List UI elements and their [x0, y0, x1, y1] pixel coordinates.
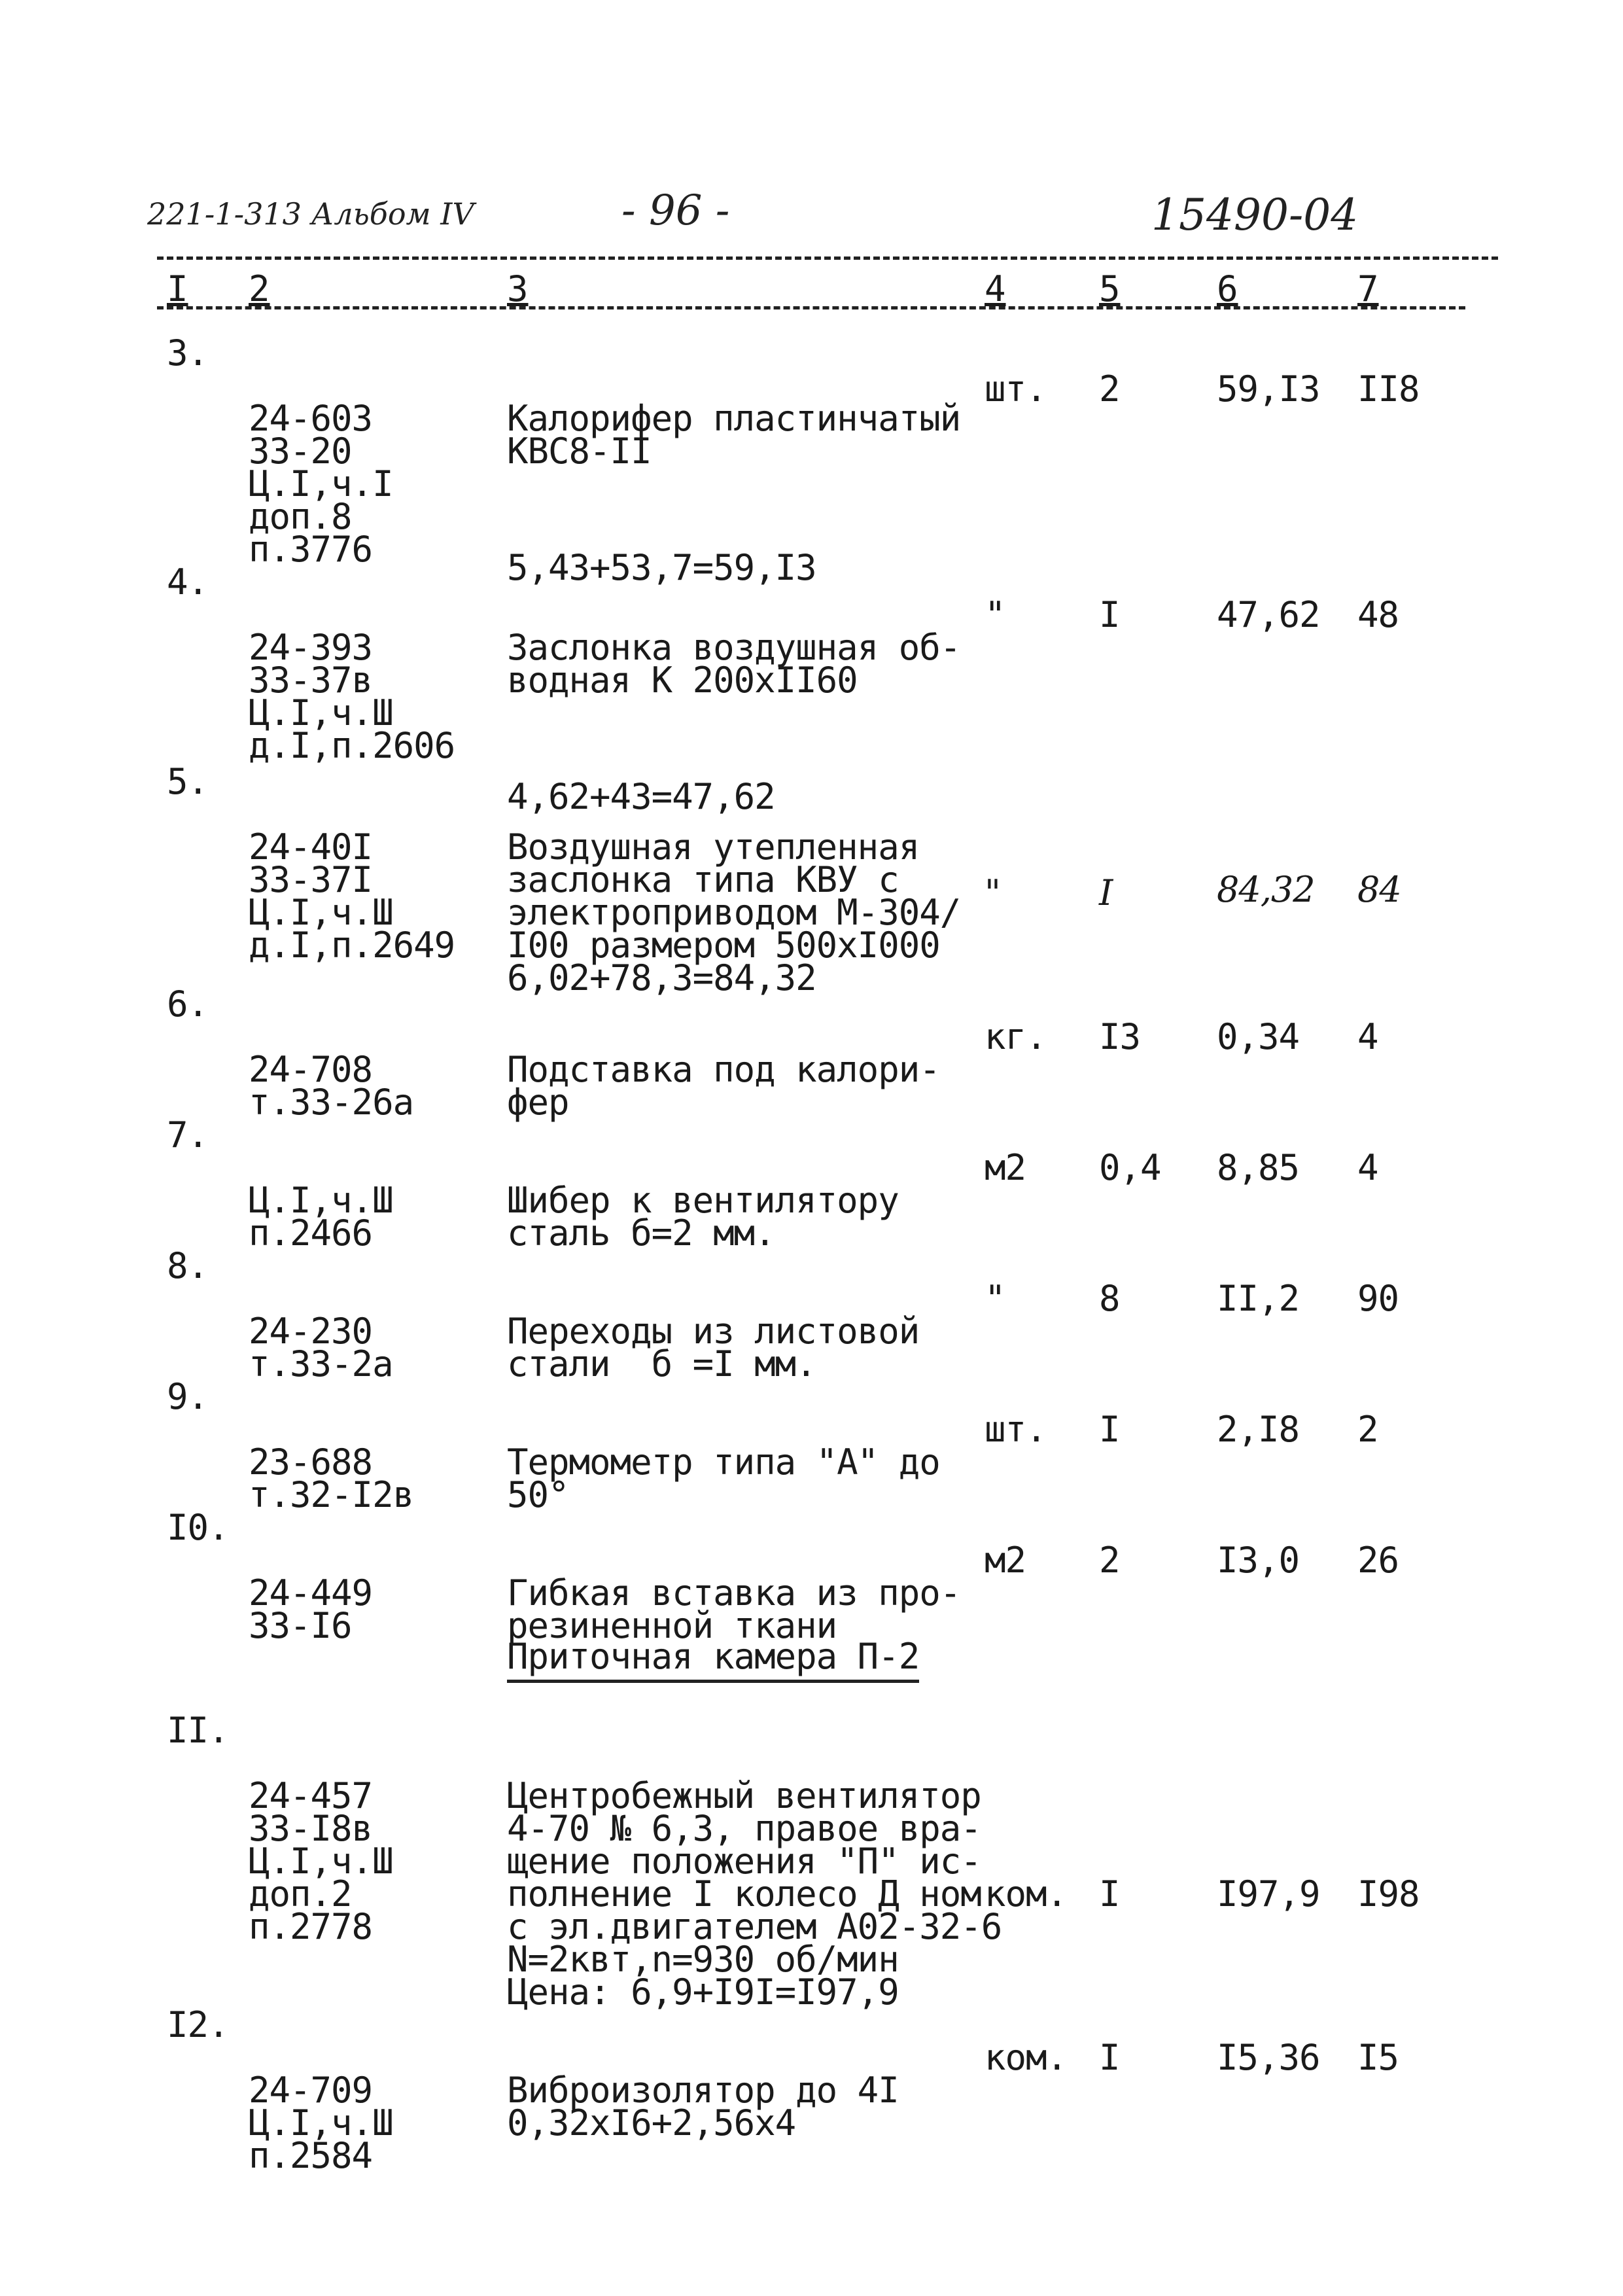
row-description: Подставка под калори- фер	[507, 1049, 940, 1123]
row-codes: 23-688 т.32-I2в	[249, 1441, 414, 1515]
row-description: Гибкая вставка из про- резиненной ткани	[507, 1572, 961, 1646]
row-description: Воздушная утепленная заслонка типа КВУ с электроприводом М-304/ I00 размером 500хI000 6,02+78,3=84,32	[507, 826, 961, 998]
row-number: 7.	[167, 1114, 209, 1156]
header-divider	[157, 256, 1498, 260]
row-codes: 24-449 33-I6	[249, 1572, 373, 1646]
row-quantity: I	[1099, 1409, 1120, 1450]
row-total: 48	[1357, 594, 1399, 635]
row-total: 26	[1357, 1540, 1399, 1581]
column-header-2: 2	[249, 268, 270, 309]
row-price: 2,I8	[1217, 1409, 1300, 1450]
row-description: Центробежный вентилятор 4-70 № 6,3, правое вра- щение положения "П" ис- полнение I колесо Д ном с эл.двигателем А02-32-6 N=2квт,n=930 об/мин Цена: 6,9+I9I=I97,9	[507, 1775, 1002, 2013]
row-codes: 24-708 т.33-26а	[249, 1049, 414, 1123]
row-total: 84	[1357, 869, 1401, 910]
row-price: 0,34	[1217, 1016, 1300, 1057]
row-quantity: 0,4	[1099, 1147, 1161, 1188]
row-codes: Ц.I,ч.Ш п.2466	[249, 1180, 393, 1254]
row-total: II8	[1357, 368, 1420, 410]
column-header-3: 3	[507, 268, 529, 309]
row-unit: м2	[985, 1540, 1026, 1581]
column-header-5: 5	[1099, 268, 1121, 309]
row-unit: ком.	[985, 2037, 1068, 2078]
row-total: 2	[1357, 1409, 1378, 1450]
row-price: I5,36	[1217, 2037, 1320, 2078]
column-header-4: 4	[985, 268, 1006, 309]
row-unit: шт.	[985, 368, 1047, 410]
row-total: 4	[1357, 1147, 1378, 1188]
page-number: - 96 -	[621, 186, 730, 235]
row-codes: 24-40I 33-37I Ц.I,ч.Ш д.I,п.2649	[249, 826, 455, 966]
row-description: Термометр типа "А" до 50°	[507, 1441, 940, 1515]
row-description: Заслонка воздушная об- водная К 200хII60 4,62+43=47,62	[507, 627, 961, 817]
row-price: 47,62	[1217, 594, 1320, 635]
row-quantity: I3	[1099, 1016, 1141, 1057]
row-unit: "	[985, 872, 1000, 913]
row-price: 84,32	[1217, 869, 1315, 910]
row-codes: 24-393 33-37в Ц.I,ч.Ш д.I,п.2606	[249, 627, 455, 766]
row-total: 4	[1357, 1016, 1378, 1057]
row-unit: кг.	[985, 1016, 1047, 1057]
row-unit: м2	[985, 1147, 1026, 1188]
column-header-7: 7	[1357, 268, 1379, 309]
row-description: Виброизолятор до 4I 0,32хI6+2,56х4	[507, 2070, 899, 2144]
row-total: I98	[1357, 1873, 1420, 1915]
row-number: II.	[167, 1710, 229, 1751]
row-number: 4.	[167, 561, 209, 603]
row-number: 6.	[167, 983, 209, 1025]
row-unit: ком.	[985, 1873, 1068, 1915]
row-unit: шт.	[985, 1409, 1047, 1450]
row-quantity: I	[1099, 594, 1120, 635]
row-codes: 24-709 Ц.I,ч.Ш п.2584	[249, 2070, 393, 2176]
row-price: 59,I3	[1217, 368, 1320, 410]
section-title: Приточная камера П-2	[507, 1636, 919, 1683]
row-number: 3.	[167, 332, 209, 374]
row-description: Калорифер пластинчатый КВС8-II 5,43+53,7=59,I3	[507, 398, 961, 588]
column-header-divider	[157, 306, 1465, 309]
row-price: I97,9	[1217, 1873, 1320, 1915]
row-number: 9.	[167, 1376, 209, 1417]
row-price: II,2	[1217, 1278, 1300, 1319]
row-number: I0.	[167, 1507, 229, 1548]
row-number: 5.	[167, 761, 209, 802]
reference-number: 15490-04	[1151, 190, 1359, 240]
column-header-6: 6	[1217, 268, 1238, 309]
column-header-1: I	[167, 268, 188, 309]
row-price: 8,85	[1217, 1147, 1300, 1188]
row-unit: "	[985, 594, 1005, 635]
row-quantity: 2	[1099, 368, 1120, 410]
row-quantity: I	[1099, 872, 1113, 913]
row-quantity: 8	[1099, 1278, 1120, 1319]
row-quantity: 2	[1099, 1540, 1120, 1581]
row-number: 8.	[167, 1245, 209, 1286]
row-price: I3,0	[1217, 1540, 1300, 1581]
document-code: 221-1-313 Альбом IV	[147, 196, 474, 232]
row-description: Шибер к вентилятору сталь б=2 мм.	[507, 1180, 899, 1254]
row-codes: 24-457 33-I8в Ц.I,ч.Ш доп.2 п.2778	[249, 1775, 393, 1947]
row-quantity: I	[1099, 1873, 1120, 1915]
row-quantity: I	[1099, 2037, 1120, 2078]
row-total: I5	[1357, 2037, 1399, 2078]
row-number: I2.	[167, 2004, 229, 2045]
row-codes: 24-603 33-20 Ц.I,ч.I доп.8 п.3776	[249, 398, 393, 570]
row-total: 90	[1357, 1278, 1399, 1319]
row-description: Переходы из листовой стали б =I мм.	[507, 1311, 920, 1385]
row-unit: "	[985, 1278, 1005, 1319]
row-codes: 24-230 т.33-2а	[249, 1311, 393, 1385]
